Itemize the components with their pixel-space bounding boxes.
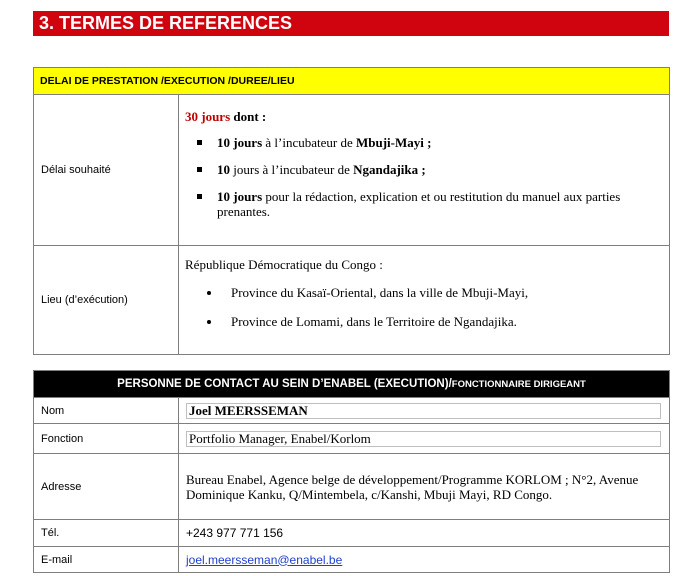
lieu-intro: République Démocratique du Congo : <box>185 257 383 272</box>
list-item: Province du Kasaï-Oriental, dans la ville de Mbuji-Mayi, <box>231 285 669 300</box>
lieu-label: Lieu (d’exécution) <box>34 246 179 355</box>
list-item: 10 jours à l’incubateur de Ngandajika ; <box>217 162 653 177</box>
email-label: E-mail <box>34 547 179 573</box>
delai-table <box>33 67 670 355</box>
list-item: 10 jours à l’incubateur de Mbuji-Mayi ; <box>217 135 653 150</box>
nom-value-cell <box>179 398 670 424</box>
delai-total-value: 30 jours <box>185 109 231 124</box>
nom-value: Joel MEERSSEMAN <box>186 403 661 419</box>
delai-table-header: DELAI DE PRESTATION /EXECUTION /DUREE/LIEU <box>34 68 670 95</box>
fonction-value-cell <box>179 424 670 454</box>
tel-label: Tél. <box>34 520 179 547</box>
nom-label: Nom <box>34 398 179 424</box>
contact-table <box>33 370 670 573</box>
lieu-list <box>179 285 669 329</box>
lieu-value-cell <box>179 246 670 355</box>
list-item: Province de Lomami, dans le Territoire de Ngandajika. <box>231 314 669 329</box>
delai-list <box>179 135 669 219</box>
delai-label: Délai souhaité <box>34 95 179 246</box>
fonction-label: Fonction <box>34 424 179 454</box>
delai-total-suffix: dont : <box>233 109 267 124</box>
contact-table-header: PERSONNE DE CONTACT AU SEIN D’ENABEL (EXECUTION)/FONCTIONNAIRE DIRIGEANT <box>34 371 670 398</box>
delai-total <box>185 109 669 125</box>
section-title: 3. TERMES DE REFERENCES <box>33 11 669 36</box>
adresse-value: Bureau Enabel, Agence belge de développement/Programme KORLOM ; N°2, Avenue Dominique Kanku, Q/Mintembela, c/Kanshi, Mbuji Mayi, RD Congo. <box>179 454 670 520</box>
tel-value: +243 977 771 156 <box>179 520 670 547</box>
fonction-value: Portfolio Manager, Enabel/Korlom <box>186 431 661 447</box>
list-item: 10 jours pour la rédaction, explication et ou restitution du manuel aux parties prenantes. <box>217 189 653 219</box>
email-value-cell <box>179 547 670 573</box>
email-link[interactable]: joel.meersseman@enabel.be <box>186 552 343 567</box>
delai-value-cell <box>179 95 670 246</box>
adresse-label: Adresse <box>34 454 179 520</box>
